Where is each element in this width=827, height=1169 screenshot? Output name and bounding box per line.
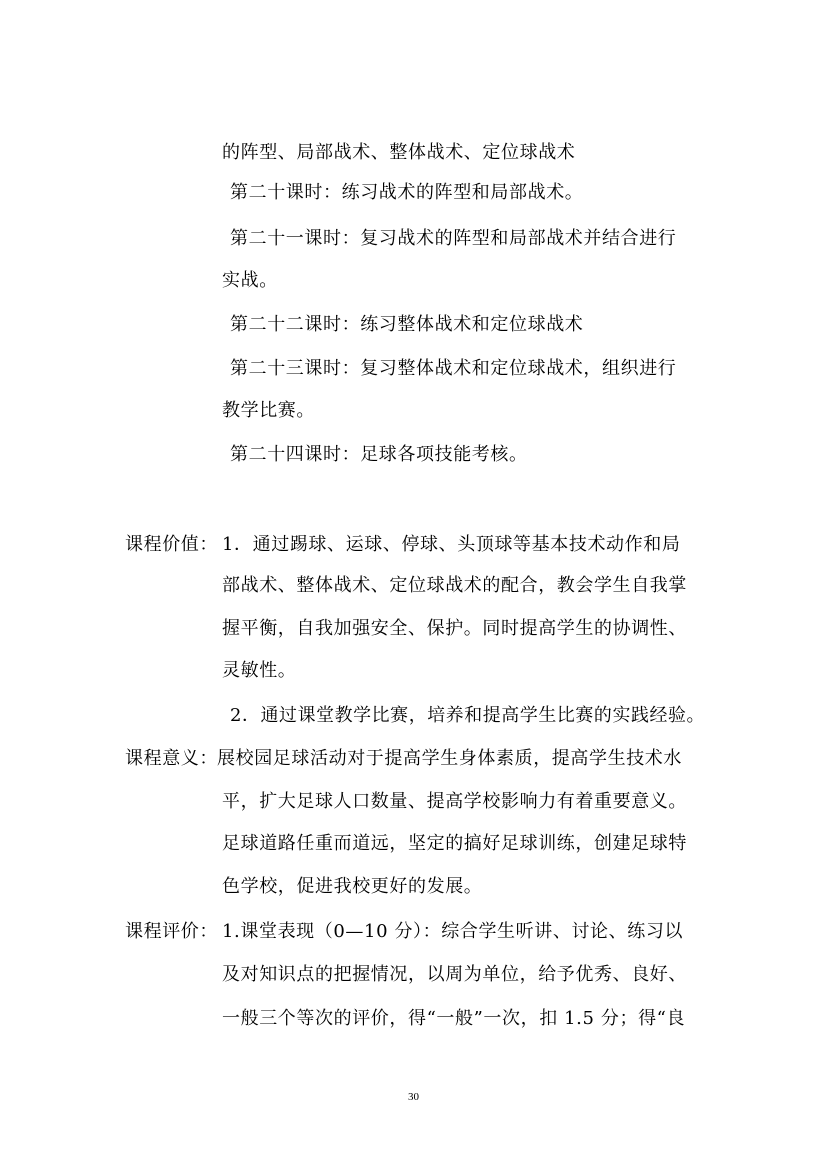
course-value-line: 2．通过课堂教学比赛，培养和提高学生比赛的实践经验。 bbox=[230, 705, 706, 726]
schedule-line: 第二十三课时：复习整体战术和定位球战术，组织进行 bbox=[230, 358, 677, 379]
course-value-line: 握平衡，自我加强安全、保护。同时提高学生的协调性、 bbox=[222, 618, 687, 639]
schedule-line: 实战。 bbox=[222, 270, 278, 291]
course-value-line: 1．通过踢球、运球、停球、头顶球等基本技术动作和局 bbox=[222, 534, 681, 555]
course-meaning-line: 平，扩大足球人口数量、提高学校影响力有着重要意义。 bbox=[222, 791, 687, 812]
course-meaning-line: 色学校，促进我校更好的发展。 bbox=[222, 876, 483, 897]
course-evaluation-line: 1.课堂表现（0—10 分）：综合学生听讲、讨论、练习以 bbox=[222, 921, 684, 942]
course-evaluation-line: 一般三个等次的评价，得“一般”一次，扣 1.5 分；得“良 bbox=[222, 1008, 686, 1029]
course-evaluation-label: 课程评价： bbox=[125, 921, 218, 942]
course-value-line: 部战术、整体战术、定位球战术的配合，教会学生自我掌 bbox=[222, 575, 687, 596]
schedule-line: 第二十一课时：复习战术的阵型和局部战术并结合进行 bbox=[230, 228, 677, 249]
schedule-line: 第二十四课时：足球各项技能考核。 bbox=[230, 444, 528, 465]
schedule-line: 的阵型、局部战术、整体战术、定位球战术 bbox=[222, 142, 576, 163]
course-meaning-label: 课程意义： bbox=[125, 748, 218, 769]
schedule-line: 第二十课时：练习战术的阵型和局部战术。 bbox=[230, 182, 584, 203]
page-number: 30 bbox=[408, 1091, 419, 1103]
course-evaluation-line: 及对知识点的把握情况，以周为单位，给予优秀、良好、 bbox=[222, 964, 687, 985]
schedule-line: 第二十二课时：练习整体战术和定位球战术 bbox=[230, 314, 584, 335]
schedule-line: 教学比赛。 bbox=[222, 400, 315, 421]
course-meaning-line: 足球道路任重而道远，坚定的搞好足球训练，创建足球特 bbox=[222, 833, 687, 854]
course-value-line: 灵敏性。 bbox=[222, 660, 297, 681]
course-value-label: 课程价值： bbox=[125, 534, 218, 555]
course-meaning-line: 展校园足球活动对于提高学生身体素质，提高学生技术水 bbox=[217, 748, 682, 769]
